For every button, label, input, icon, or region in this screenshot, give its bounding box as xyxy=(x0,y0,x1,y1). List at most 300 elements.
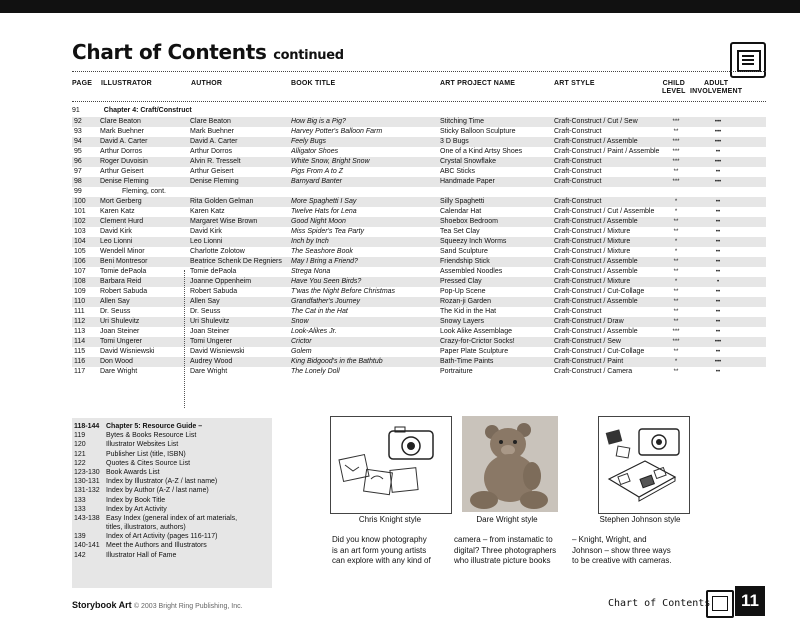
header-adult-involvement: ADULT INVOLVEMENT xyxy=(690,80,743,95)
resource-title: Quotes & Cites Source List xyxy=(106,459,191,467)
book-title-cell: T'was the Night Before Christmas xyxy=(291,288,396,295)
art-project-cell: Handmade Paper xyxy=(440,178,495,185)
resource-item xyxy=(72,422,272,431)
resource-title: Chapter 5: Resource Guide – xyxy=(106,423,203,430)
book-title-cell: Grandfather's Journey xyxy=(291,298,361,305)
art-style-cell: Craft-Construct / Assemble xyxy=(554,218,638,225)
art-style-cell: Craft-Construct xyxy=(554,198,602,205)
adult-involvement-cell: •• xyxy=(715,319,721,325)
caption-dare-wright: Dare Wright style xyxy=(476,515,538,524)
page-cell: 95 xyxy=(74,148,82,155)
adult-involvement-cell: •• xyxy=(715,329,721,335)
art-project-cell: Rozan-ji Garden xyxy=(440,298,491,305)
author-cell: Dr. Seuss xyxy=(190,308,221,315)
table-row xyxy=(72,187,766,197)
table-row xyxy=(72,207,766,217)
table-row xyxy=(72,137,766,147)
table-row xyxy=(72,257,766,267)
illustrator-cell: Allen Say xyxy=(100,298,130,305)
adult-involvement-cell: ••• xyxy=(714,179,722,185)
child-level-cell: * xyxy=(674,249,678,255)
art-style-cell: Craft-Construct xyxy=(554,158,602,165)
art-style-cell: Craft-Construct / Paint / Assemble xyxy=(554,148,660,155)
art-style-cell: Craft-Construct xyxy=(554,178,602,185)
art-style-cell: Craft-Construct / Cut / Sew xyxy=(554,118,638,125)
child-level-cell: ** xyxy=(673,269,679,275)
child-level-cell: *** xyxy=(672,119,680,125)
art-project-cell: Sand Sculpture xyxy=(440,248,488,255)
illustrator-cell: Arthur Geisert xyxy=(100,168,144,175)
adult-involvement-cell: ••• xyxy=(714,359,722,365)
author-cell: Beatrice Schenk De Regniers xyxy=(190,258,282,265)
art-style-cell: Craft-Construct xyxy=(554,308,602,315)
author-cell: Tomi Ungerer xyxy=(190,338,233,345)
art-project-cell: ABC Sticks xyxy=(440,168,476,175)
book-title-cell: Good Night Moon xyxy=(291,218,346,225)
child-level-cell: ** xyxy=(673,219,679,225)
child-level-cell: * xyxy=(674,209,678,215)
child-level-cell: ** xyxy=(673,299,679,305)
page-cell: 111 xyxy=(74,308,85,315)
footer-brand: Storybook Art © 2003 Bright Ring Publishing, Inc. xyxy=(72,600,243,610)
book-title-cell: May I Bring a Friend? xyxy=(291,258,358,265)
adult-involvement-cell: •• xyxy=(715,299,721,305)
art-project-cell: Sticky Balloon Sculpture xyxy=(440,128,516,135)
resource-page: 133 xyxy=(74,496,86,504)
resource-item xyxy=(72,459,272,468)
child-level-cell: *** xyxy=(672,329,680,335)
table-row xyxy=(72,297,766,307)
resource-title: titles, illustrators, authors) xyxy=(106,524,186,532)
child-level-cell: ** xyxy=(673,259,679,265)
resource-page: 130-131 xyxy=(74,478,100,486)
page-cell: 93 xyxy=(74,128,82,135)
page-cell: 117 xyxy=(74,368,86,375)
book-title-cell: Alligator Shoes xyxy=(291,148,339,155)
resource-item xyxy=(72,486,272,495)
author-cell: David Wisniewski xyxy=(190,348,245,355)
art-style-cell: Craft-Construct / Cut-Collage xyxy=(554,348,645,355)
resource-page: 118-144 xyxy=(74,423,100,430)
resource-page: 119 xyxy=(74,432,86,440)
book-title-cell: Harvey Potter's Balloon Farm xyxy=(291,128,383,135)
adult-involvement-cell: •• xyxy=(715,219,721,225)
art-project-cell: One of a Kind Artsy Shoes xyxy=(440,148,523,155)
book-title-cell: Look-Alikes Jr. xyxy=(291,328,337,335)
child-level-cell: * xyxy=(674,279,678,285)
child-level-cell: *** xyxy=(672,159,680,165)
child-level-cell: ** xyxy=(673,229,679,235)
art-style-cell: Craft-Construct / Draw xyxy=(554,318,624,325)
adult-involvement-cell: •• xyxy=(715,259,721,265)
table-row xyxy=(72,237,766,247)
illustrator-cell: Tomie dePaola xyxy=(100,268,147,275)
top-bar xyxy=(0,0,800,13)
author-cell: Audrey Wood xyxy=(190,358,233,365)
page-cell: 107 xyxy=(74,268,86,275)
page-cell: 96 xyxy=(74,158,82,165)
resource-page: 133 xyxy=(74,505,86,513)
column-divider xyxy=(184,270,185,408)
page-cell: 116 xyxy=(74,358,86,365)
adult-involvement-cell: •• xyxy=(715,369,721,375)
resource-title: Illustrator Hall of Fame xyxy=(106,551,177,559)
art-style-cell: Craft-Construct xyxy=(554,168,602,175)
photo-paragraph-2: camera – from instamatic to digital? Three photographers who illustrate picture books xyxy=(454,535,557,565)
stephen-johnson-photo xyxy=(598,416,690,514)
page-cell: 115 xyxy=(74,348,86,355)
illustrator-cell: Fleming, cont. xyxy=(122,188,166,195)
page-title xyxy=(72,40,344,64)
resource-title: Book Awards List xyxy=(106,468,160,476)
art-project-cell: Calendar Hat xyxy=(440,208,482,215)
table-row xyxy=(72,307,766,317)
book-title-cell: The Seashore Book xyxy=(291,248,353,255)
footer-section-title: Chart of Contents xyxy=(608,598,711,609)
author-cell: Rita Golden Gelman xyxy=(190,198,254,205)
author-cell: Tomie dePaola xyxy=(190,268,237,275)
table-row xyxy=(72,277,766,287)
adult-involvement-cell: ••• xyxy=(714,159,722,165)
adult-involvement-cell: •• xyxy=(715,249,721,255)
art-project-cell: Tea Set Clay xyxy=(440,228,480,235)
book-title-cell: Golem xyxy=(291,348,312,355)
page-cell: 92 xyxy=(74,118,82,125)
art-project-cell: Shoebox Bedroom xyxy=(440,218,498,225)
resource-page: 143-138 xyxy=(74,514,100,522)
book-title-cell: Twelve Hats for Lena xyxy=(291,208,357,215)
art-style-cell: Craft-Construct / Assemble xyxy=(554,138,638,145)
illustrator-cell: Dr. Seuss xyxy=(100,308,131,315)
author-cell: David Kirk xyxy=(190,228,222,235)
resource-page: 121 xyxy=(74,450,86,458)
resource-page: 120 xyxy=(74,441,86,449)
caption-chris-knight: Chris Knight style xyxy=(358,515,422,524)
adult-involvement-cell: •• xyxy=(715,289,721,295)
table-row xyxy=(72,167,766,177)
adult-involvement-cell: ••• xyxy=(714,339,722,345)
author-cell: Robert Sabuda xyxy=(190,288,238,295)
adult-involvement-cell: • xyxy=(716,279,720,285)
chapter-4-heading: 91 Chapter 4: Craft/Construct xyxy=(72,107,192,114)
author-cell: Arthur Dorros xyxy=(190,148,233,155)
page-cell: 97 xyxy=(74,168,82,175)
page-cell: 108 xyxy=(74,278,86,285)
illustrator-cell: Karen Katz xyxy=(100,208,135,215)
resource-item xyxy=(72,541,272,550)
art-project-cell: Pop-Up Scene xyxy=(440,288,486,295)
adult-involvement-cell: •• xyxy=(715,309,721,315)
table-row xyxy=(72,317,766,327)
resource-item xyxy=(72,477,272,486)
art-project-cell: 3 D Bugs xyxy=(440,138,469,145)
book-title-cell: Barnyard Banter xyxy=(291,178,342,185)
resource-page: 123-130 xyxy=(74,468,100,476)
illustrator-cell: Beni Montresor xyxy=(100,258,148,265)
page-cell: 110 xyxy=(74,298,86,305)
resource-item xyxy=(72,468,272,477)
illustrator-cell: Tomi Ungerer xyxy=(100,338,143,345)
page-cell: 101 xyxy=(74,208,86,215)
art-style-cell: Craft-Construct / Mixture xyxy=(554,228,631,235)
illustrator-cell: Clement Hurd xyxy=(100,218,144,225)
adult-involvement-cell: •• xyxy=(715,209,721,215)
illustrator-cell: Leo Lionni xyxy=(100,238,133,245)
resource-page: 122 xyxy=(74,459,86,467)
page-cell: 102 xyxy=(74,218,86,225)
art-project-cell: Portraiture xyxy=(440,368,473,375)
table-row xyxy=(72,367,766,377)
child-level-cell: *** xyxy=(672,339,680,345)
resource-title: Bytes & Books Resource List xyxy=(106,432,197,440)
art-project-cell: Crazy-for-Crictor Socks! xyxy=(440,338,515,345)
page-cell: 105 xyxy=(74,248,86,255)
header-book-title: BOOK TITLE xyxy=(291,80,336,87)
resource-title: Index by Author (A-Z / last name) xyxy=(106,487,209,495)
illustrator-cell: David Wisniewski xyxy=(100,348,155,355)
page-cell: 113 xyxy=(74,328,86,335)
page-cell: 94 xyxy=(74,138,82,145)
illustrator-cell: David Kirk xyxy=(100,228,132,235)
page-cell: 104 xyxy=(74,238,86,245)
page-cell: 106 xyxy=(74,258,86,265)
art-style-cell: Craft-Construct xyxy=(554,128,602,135)
author-cell: Karen Katz xyxy=(190,208,225,215)
header-divider-bottom xyxy=(72,101,766,102)
art-style-cell: Craft-Construct / Paint xyxy=(554,358,624,365)
table-row xyxy=(72,267,766,277)
illustrator-cell: Denise Fleming xyxy=(100,178,149,185)
author-cell: Allen Say xyxy=(190,298,220,305)
art-style-cell: Craft-Construct / Mixture xyxy=(554,248,631,255)
art-style-cell: Craft-Construct / Assemble xyxy=(554,328,638,335)
art-project-cell: Paper Plate Sculpture xyxy=(440,348,509,355)
resource-item xyxy=(72,431,272,440)
art-style-cell: Craft-Construct / Cut-Collage xyxy=(554,288,645,295)
title-suffix: continued xyxy=(273,48,344,63)
illustrator-cell: Roger Duvoisin xyxy=(100,158,148,165)
art-project-cell: Snowy Layers xyxy=(440,318,484,325)
table-row xyxy=(72,117,766,127)
illustrator-cell: Barbara Reid xyxy=(100,278,142,285)
illustrator-cell: David A. Carter xyxy=(100,138,148,145)
resource-title: Index by Art Activity xyxy=(106,505,167,513)
child-level-cell: ** xyxy=(673,349,679,355)
resource-title: Index of Art Activity (pages 116-117) xyxy=(106,533,218,541)
resource-title: Meet the Authors and Illustrators xyxy=(106,542,207,550)
book-title-cell: White Snow, Bright Snow xyxy=(291,158,370,165)
adult-involvement-cell: •• xyxy=(715,169,721,175)
book-title-cell: How Big is a Pig? xyxy=(291,118,346,125)
author-cell: Joan Steiner xyxy=(190,328,230,335)
header-art-style: ART STYLE xyxy=(554,80,595,87)
child-level-cell: * xyxy=(674,239,678,245)
book-title-cell: Strega Nona xyxy=(291,268,331,275)
book-title-cell: Pigs From A to Z xyxy=(291,168,343,175)
art-project-cell: Crystal Snowflake xyxy=(440,158,497,165)
table-row xyxy=(72,357,766,367)
adult-involvement-cell: •• xyxy=(715,199,721,205)
book-title-cell: More Spaghetti I Say xyxy=(291,198,357,205)
header-divider-top xyxy=(72,71,766,72)
resource-title: Easy Index (general index of art materials, xyxy=(106,514,238,522)
author-cell: David A. Carter xyxy=(190,138,238,145)
author-cell: Clare Beaton xyxy=(190,118,231,125)
art-project-cell: Pressed Clay xyxy=(440,278,482,285)
author-cell: Margaret Wise Brown xyxy=(190,218,258,225)
resource-item xyxy=(72,523,272,532)
child-level-cell: ** xyxy=(673,129,679,135)
illustrator-cell: Mark Buehner xyxy=(100,128,144,135)
art-project-cell: Assembled Noodles xyxy=(440,268,503,275)
art-style-cell: Craft-Construct / Camera xyxy=(554,368,633,375)
contents-table xyxy=(72,117,766,377)
book-title-cell: The Lonely Doll xyxy=(291,368,340,375)
footer-book-icon xyxy=(706,590,734,618)
illustrator-cell: Arthur Dorros xyxy=(100,148,143,155)
page-cell: 112 xyxy=(74,318,86,325)
art-project-cell: The Kid in the Hat xyxy=(440,308,497,315)
illustrator-cell: Joan Steiner xyxy=(100,328,140,335)
art-style-cell: Craft-Construct / Assemble xyxy=(554,298,638,305)
art-style-cell: Craft-Construct / Mixture xyxy=(554,238,631,245)
page-cell: 103 xyxy=(74,228,86,235)
child-level-cell: ** xyxy=(673,169,679,175)
resource-page: 142 xyxy=(74,551,86,559)
child-level-cell: ** xyxy=(673,319,679,325)
book-title-cell: Feely Bugs xyxy=(291,138,327,145)
book-title-cell: Inch by Inch xyxy=(291,238,329,245)
author-cell: Leo Lionni xyxy=(190,238,223,245)
header-illustrator: ILLUSTRATOR xyxy=(101,80,152,87)
book-title-cell: Crictor xyxy=(291,338,312,345)
illustrator-cell: Mort Gerberg xyxy=(100,198,142,205)
resource-item xyxy=(72,514,272,523)
header-page: PAGE xyxy=(72,80,93,87)
art-project-cell: Squeezy Inch Worms xyxy=(440,238,507,245)
author-cell: Alvin R. Tresselt xyxy=(190,158,241,165)
table-row xyxy=(72,217,766,227)
illustrator-cell: Don Wood xyxy=(100,358,133,365)
art-style-cell: Craft-Construct / Assemble xyxy=(554,268,638,275)
table-row xyxy=(72,147,766,157)
resource-item xyxy=(72,505,272,514)
photo-paragraph-3: – Knight, Wright, and Johnson – show three ways to be creative with cameras. xyxy=(572,535,672,565)
adult-involvement-cell: ••• xyxy=(714,119,722,125)
page-number: 11 xyxy=(735,586,765,616)
resource-page: 139 xyxy=(74,533,86,541)
resource-title: Publisher List (title, ISBN) xyxy=(106,450,186,458)
author-cell: Dare Wright xyxy=(190,368,228,375)
art-style-cell: Craft-Construct / Sew xyxy=(554,338,621,345)
header-author: AUTHOR xyxy=(191,80,223,87)
caption-stephen-johnson: Stephen Johnson style xyxy=(599,515,681,524)
table-row xyxy=(72,127,766,137)
table-row xyxy=(72,347,766,357)
table-row xyxy=(72,157,766,167)
resource-page: 140-141 xyxy=(74,542,100,550)
child-level-cell: *** xyxy=(672,179,680,185)
resource-page: 131-132 xyxy=(74,487,100,495)
adult-involvement-cell: •• xyxy=(715,149,721,155)
art-project-cell: Friendship Stick xyxy=(440,258,490,265)
child-level-cell: ** xyxy=(673,369,679,375)
book-title-cell: The Cat in the Hat xyxy=(291,308,348,315)
resource-item xyxy=(72,450,272,459)
book-icon xyxy=(730,42,766,78)
adult-involvement-cell: •• xyxy=(715,269,721,275)
child-level-cell: *** xyxy=(672,139,680,145)
page-cell: 114 xyxy=(74,338,86,345)
illustrator-cell: Uri Shulevitz xyxy=(100,318,140,325)
adult-involvement-cell: •• xyxy=(715,349,721,355)
resource-title: Index by Book Title xyxy=(106,496,166,504)
illustrator-cell: Clare Beaton xyxy=(100,118,141,125)
art-project-cell: Bath-Time Paints xyxy=(440,358,494,365)
child-level-cell: ** xyxy=(673,289,679,295)
child-level-cell: * xyxy=(674,359,678,365)
art-style-cell: Craft-Construct / Assemble xyxy=(554,258,638,265)
resource-title: Index by Illustrator (A-Z / last name) xyxy=(106,478,218,486)
child-level-cell: *** xyxy=(672,149,680,155)
table-row xyxy=(72,197,766,207)
table-row xyxy=(72,327,766,337)
child-level-cell: ** xyxy=(673,309,679,315)
table-row xyxy=(72,287,766,297)
page-cell: 98 xyxy=(74,178,82,185)
adult-involvement-cell: ••• xyxy=(714,129,722,135)
page-cell: 99 xyxy=(74,188,82,195)
table-row xyxy=(72,227,766,237)
chris-knight-photo xyxy=(330,416,452,514)
adult-involvement-cell: •• xyxy=(715,229,721,235)
adult-involvement-cell: •• xyxy=(715,239,721,245)
page-cell: 100 xyxy=(74,198,86,205)
book-title-cell: Miss Spider's Tea Party xyxy=(291,228,365,235)
resource-item xyxy=(72,496,272,505)
author-cell: Denise Fleming xyxy=(190,178,239,185)
table-row xyxy=(72,177,766,187)
author-cell: Uri Shulevitz xyxy=(190,318,230,325)
art-project-cell: Stitching Time xyxy=(440,118,484,125)
author-cell: Arthur Geisert xyxy=(190,168,234,175)
art-style-cell: Craft-Construct / Mixture xyxy=(554,278,631,285)
dare-wright-photo xyxy=(462,416,558,512)
header-child-level: CHILD LEVEL xyxy=(662,80,686,95)
book-title-cell: Snow xyxy=(291,318,309,325)
illustrator-cell: Dare Wright xyxy=(100,368,138,375)
resource-guide-box xyxy=(72,418,272,588)
book-title-cell: King Bidgood's in the Bathtub xyxy=(291,358,383,365)
author-cell: Joanne Oppenheim xyxy=(190,278,252,285)
author-cell: Mark Buehner xyxy=(190,128,234,135)
art-project-cell: Look Alike Assemblage xyxy=(440,328,512,335)
resource-title: Illustrator Websites List xyxy=(106,441,179,449)
child-level-cell: * xyxy=(674,199,678,205)
resource-item xyxy=(72,440,272,449)
book-title-cell: Have You Seen Birds? xyxy=(291,278,362,285)
adult-involvement-cell: ••• xyxy=(714,139,722,145)
header-art-project: ART PROJECT NAME xyxy=(440,80,516,87)
illustrator-cell: Robert Sabuda xyxy=(100,288,148,295)
illustrator-cell: Wendell Minor xyxy=(100,248,145,255)
resource-item xyxy=(72,532,272,541)
art-style-cell: Craft-Construct / Cut / Assemble xyxy=(554,208,655,215)
title-text: Chart of Contents xyxy=(72,40,267,64)
table-row xyxy=(72,337,766,347)
photo-paragraph-1: Did you know photography is an art form young artists can explore with any kind of xyxy=(332,535,431,565)
art-project-cell: Silly Spaghetti xyxy=(440,198,485,205)
